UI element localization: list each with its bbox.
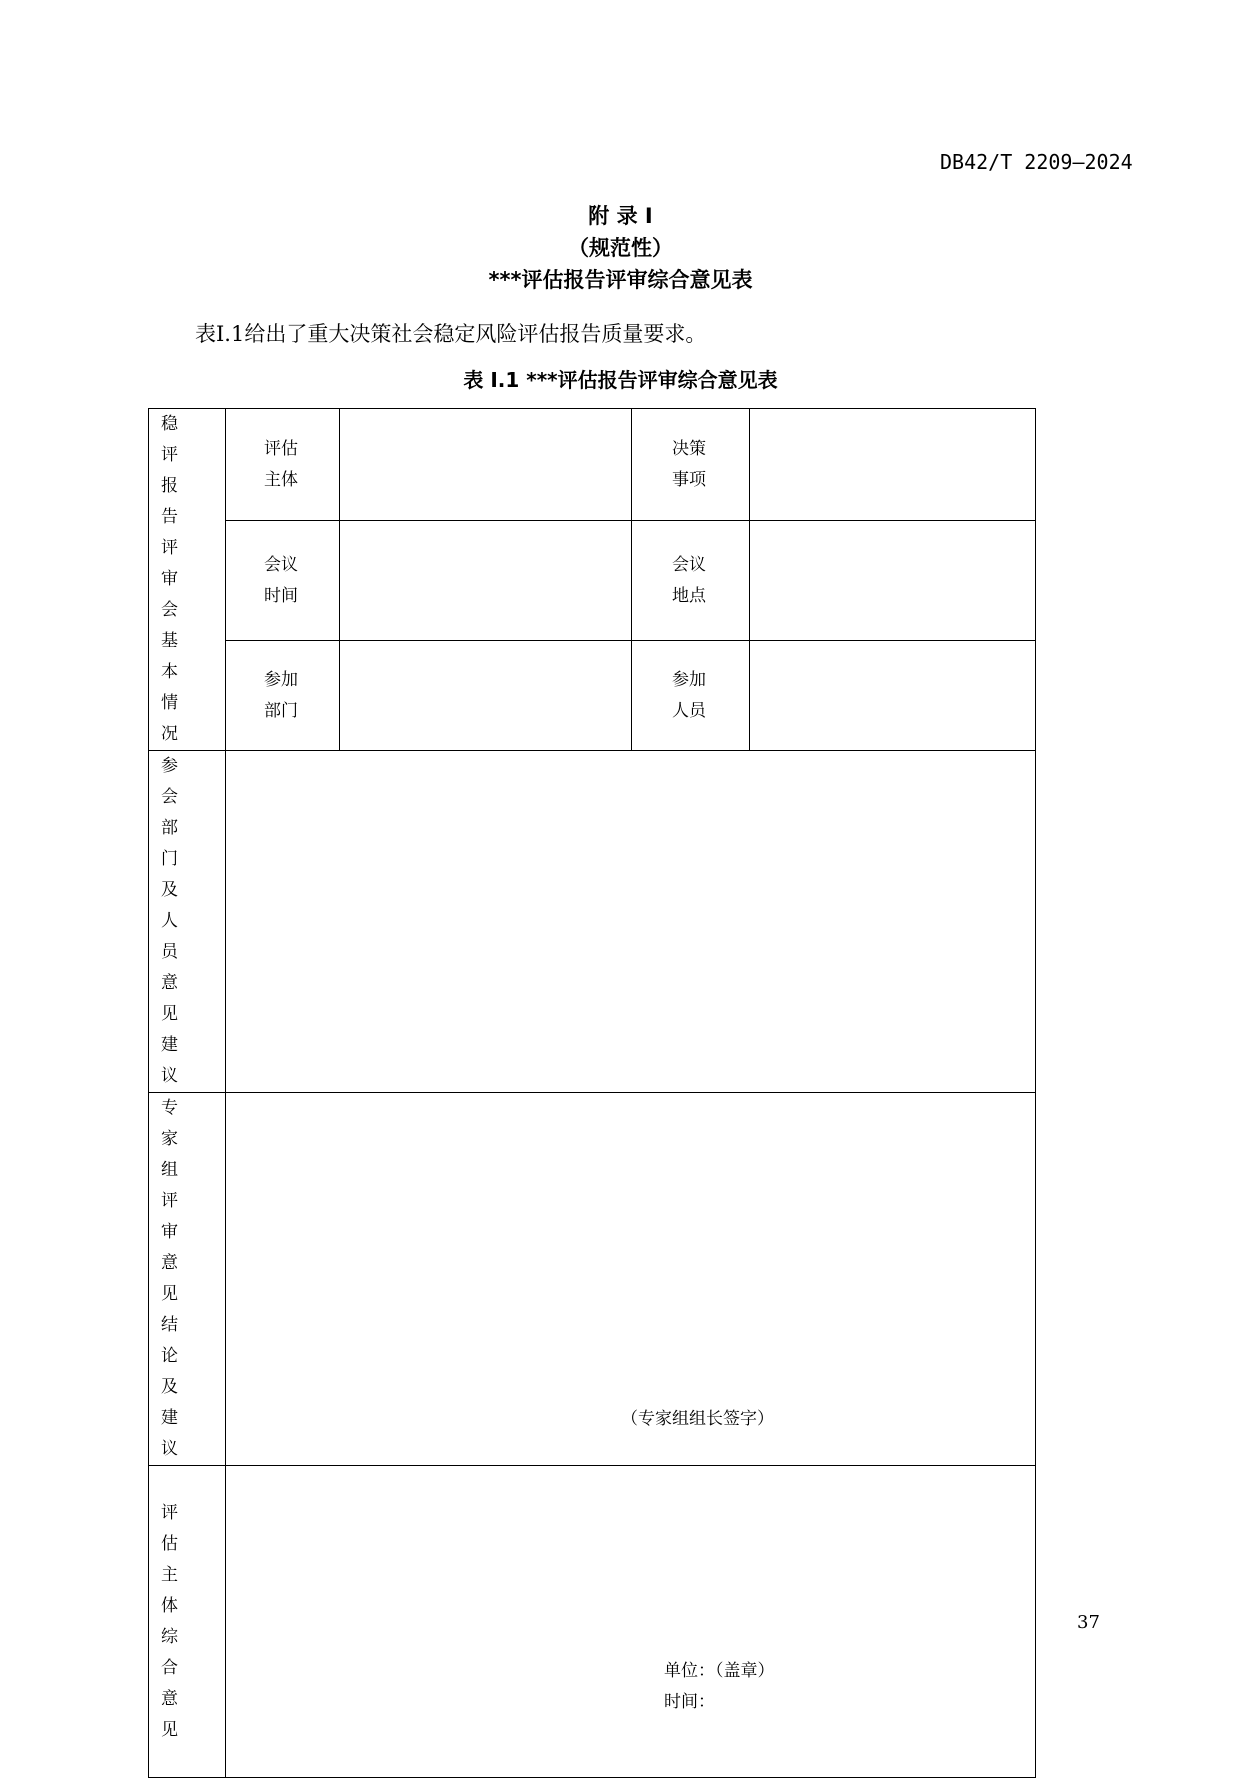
table-row bbox=[149, 521, 1036, 641]
attend-people-value[interactable] bbox=[750, 641, 1036, 751]
review-opinion-table bbox=[148, 408, 1036, 1778]
assess-subject-label: 评估 主体 bbox=[226, 409, 340, 521]
opinions-label: 参会部门及人员意见建议 bbox=[161, 756, 199, 1086]
table-row bbox=[149, 751, 1036, 1093]
table-row bbox=[149, 1466, 1036, 1778]
standard-code: DB42/T 2209—2024 bbox=[940, 150, 1133, 174]
meeting-place-value[interactable] bbox=[750, 521, 1036, 641]
appendix-title: ***评估报告评审综合意见表 bbox=[488, 268, 753, 292]
table-row bbox=[149, 409, 1036, 521]
intro-paragraph: 表I.1给出了重大决策社会稳定风险评估报告质量要求。 bbox=[195, 322, 707, 346]
table-row bbox=[149, 1093, 1036, 1466]
expert-signature-label: （专家组组长签字） bbox=[621, 1409, 774, 1429]
basic-info-label: 稳评报告评审会基本情况 bbox=[161, 414, 199, 744]
basic-info-label-cell bbox=[149, 409, 226, 751]
page-number: 37 bbox=[1077, 1612, 1100, 1633]
overall-label-cell bbox=[149, 1466, 226, 1778]
meeting-time-label: 会议 时间 bbox=[226, 521, 340, 641]
meeting-time-value[interactable] bbox=[340, 521, 632, 641]
expert-opinion-value[interactable] bbox=[226, 1093, 1036, 1466]
expert-label-cell bbox=[149, 1093, 226, 1466]
expert-label: 专家组评审意见结论及建议 bbox=[161, 1098, 199, 1459]
attend-dept-value[interactable] bbox=[340, 641, 632, 751]
meeting-place-label: 会议 地点 bbox=[632, 521, 750, 641]
table-caption: 表 I.1 ***评估报告评审综合意见表 bbox=[463, 368, 778, 392]
unit-seal-label: 单位：（盖章） bbox=[664, 1661, 775, 1681]
opinions-value[interactable] bbox=[226, 751, 1036, 1093]
decision-item-label: 决策 事项 bbox=[632, 409, 750, 521]
overall-opinion-value[interactable] bbox=[226, 1466, 1036, 1778]
assess-subject-value[interactable] bbox=[340, 409, 632, 521]
time-label: 时间： bbox=[664, 1692, 715, 1712]
appendix-nature: （规范性） bbox=[568, 236, 673, 260]
opinions-label-cell bbox=[149, 751, 226, 1093]
attend-dept-label: 参加 部门 bbox=[226, 641, 340, 751]
appendix-title-block bbox=[0, 200, 1241, 296]
appendix-label: 附 录 I bbox=[588, 204, 653, 228]
attend-people-label: 参加 人员 bbox=[632, 641, 750, 751]
decision-item-value[interactable] bbox=[750, 409, 1036, 521]
table-row bbox=[149, 641, 1036, 751]
overall-label: 评估主体综合意见 bbox=[161, 1502, 199, 1740]
